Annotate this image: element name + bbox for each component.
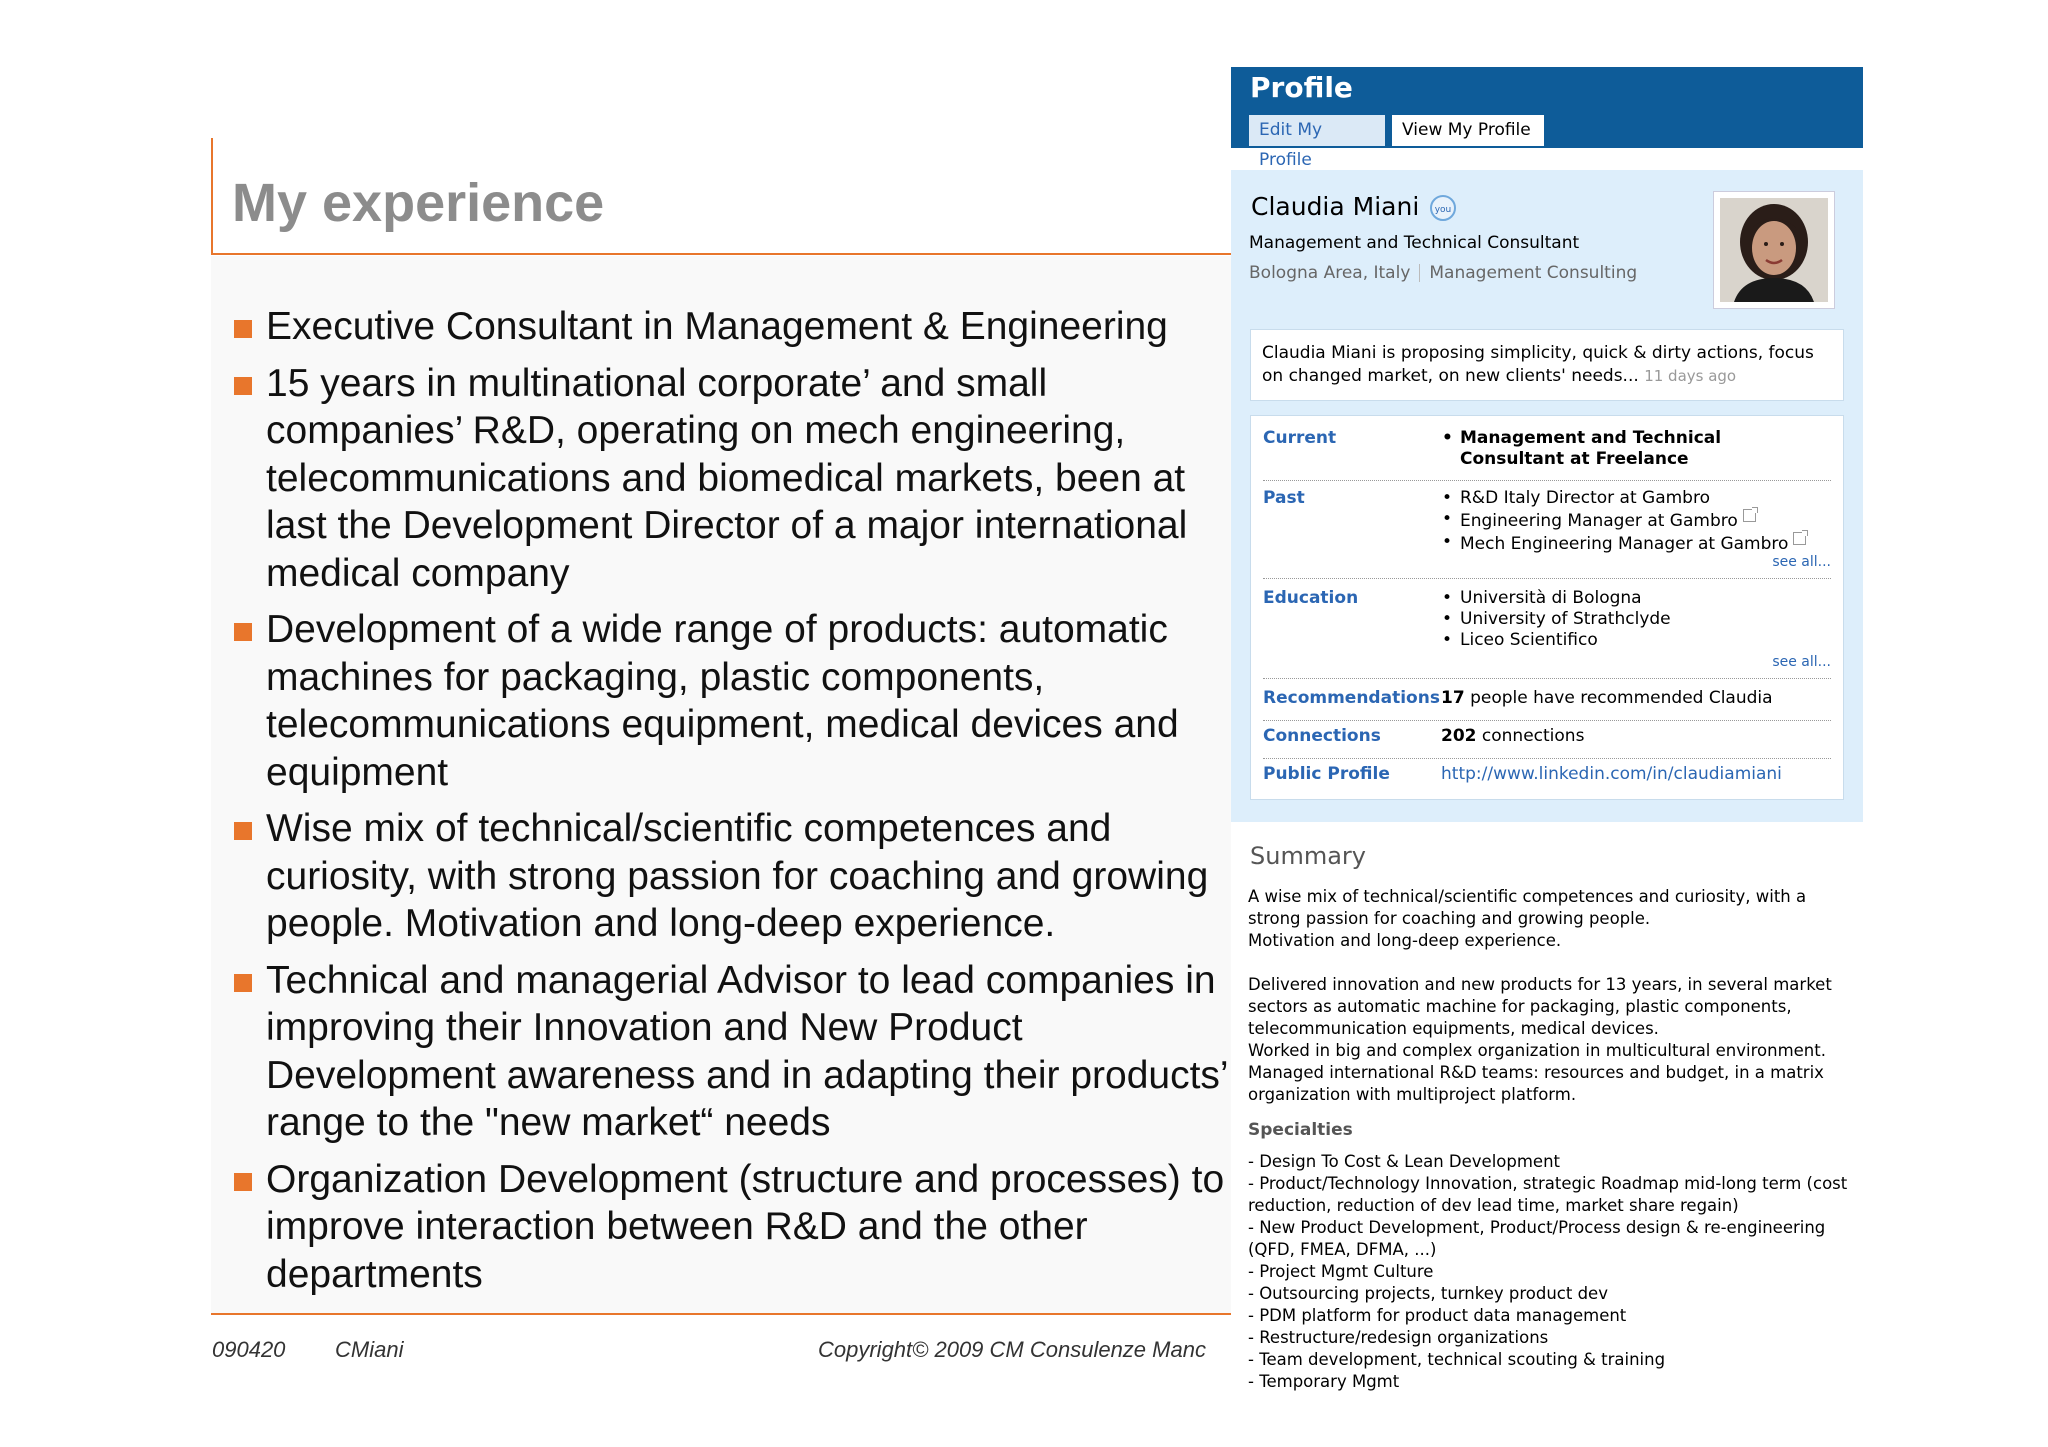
label-public-profile: Public Profile (1263, 764, 1390, 784)
profile-photo (1713, 191, 1835, 309)
education-list (1441, 588, 1671, 651)
profile-overview-table (1250, 415, 1844, 800)
label-past: Past (1263, 488, 1305, 508)
status-time-ago: 11 days ago (1644, 367, 1737, 385)
title-accent-horizontal-line (211, 253, 1231, 255)
row-recommendations (1263, 686, 1831, 721)
past-position-text: Mech Engineering Manager at Gambro (1460, 534, 1789, 554)
specialties-title: Specialties (1248, 1120, 1353, 1140)
experience-bullet-list (232, 303, 1242, 1307)
past-position-item[interactable] (1441, 488, 1806, 509)
tab-view-my-profile[interactable]: View My Profile (1392, 115, 1544, 146)
location-separator (1419, 264, 1420, 282)
linkedin-profile-screenshot (1231, 0, 2048, 1447)
profile-location[interactable]: Bologna Area, Italy (1249, 263, 1411, 283)
footer-date: 090420 (212, 1337, 286, 1362)
row-education (1263, 586, 1831, 679)
past-positions-list (1441, 488, 1806, 555)
profile-location-line (1249, 263, 1637, 283)
label-current: Current (1263, 428, 1337, 448)
past-see-all-link[interactable]: see all... (1772, 554, 1831, 570)
education-item[interactable]: • Liceo Scientifico (1441, 630, 1671, 651)
external-link-icon[interactable] (1793, 532, 1806, 545)
bullet-text: Wise mix of technical/scientific competences and curiosity, with strong passion for coaching and growing people. Motivation and long-deep experience. (266, 807, 1209, 945)
bullet-item (232, 805, 1242, 948)
summary-paragraph-1: A wise mix of technical/scientific competences and curiosity, with a strong passion for coaching and growing people. Motivation and long-deep experience. (1248, 887, 1807, 950)
education-item[interactable]: • University of Strathclyde (1441, 609, 1671, 630)
row-public-profile (1263, 762, 1831, 792)
profile-headline: Management and Technical Consultant (1249, 233, 1580, 253)
external-link-icon[interactable] (1743, 509, 1756, 522)
current-positions-list (1441, 428, 1731, 470)
bullet-item (232, 360, 1242, 598)
profile-photo-avatar-icon (1720, 198, 1828, 302)
footer-line (211, 1313, 1231, 1315)
recommendations-text: people have recommended Claudia (1470, 688, 1773, 708)
square-bullet-icon (234, 623, 252, 641)
bullet-text: Technical and managerial Advisor to lead companies in improving their Innovation and New Product Development awareness and in adapting their products’ range to the "new market“ needs (266, 958, 1228, 1144)
row-connections (1263, 724, 1831, 759)
footer-copyright: Copyright© 2009 CM Consulenze Manc (818, 1337, 1206, 1362)
status-update (1250, 329, 1844, 401)
bullet-item (232, 606, 1242, 796)
past-position-text: R&D Italy Director at Gambro (1460, 488, 1710, 508)
bullet-item (232, 957, 1242, 1147)
status-text: Claudia Miani is proposing simplicity, quick & dirty actions, focus on changed market, on new clients' needs... (1262, 343, 1814, 386)
footer-author: CMiani (335, 1337, 404, 1362)
square-bullet-icon (234, 822, 252, 840)
profile-industry[interactable]: Management Consulting (1429, 263, 1638, 283)
square-bullet-icon (234, 974, 252, 992)
slide-title: My experience (232, 173, 605, 233)
profile-name: Claudia Miani (1251, 192, 1420, 221)
square-bullet-icon (234, 320, 252, 338)
label-connections: Connections (1263, 726, 1381, 746)
specialties-list: - Design To Cost & Lean Development - Product/Technology Innovation, strategic Roadmap mid-long term (cost reduction, reduction of dev lead time, market share regain) - New Product Development, Product/Process design & re-engineering (QFD, FMEA, DFMA, ...) - Project Mgmt Culture - Outsourcing projects, turnkey product dev - PDM platform for product data management - Restructure/redesign organizations - Team development, technical scouting & training - Temporary Mgmt (1248, 1152, 1848, 1391)
past-position-item[interactable] (1441, 532, 1806, 555)
label-education: Education (1263, 588, 1359, 608)
recommendations-value[interactable] (1441, 688, 1773, 708)
current-position-item[interactable]: • Management and Technical Consultant at Freelance (1441, 428, 1731, 470)
bullet-item (232, 1156, 1242, 1299)
connections-text: connections (1481, 726, 1585, 746)
profile-card (1231, 170, 1863, 822)
tab-edit-my-profile[interactable]: Edit My Profile (1249, 115, 1385, 146)
public-profile-link[interactable]: http://www.linkedin.com/in/claudiamiani (1441, 764, 1782, 784)
education-item[interactable]: • Università di Bologna (1441, 588, 1671, 609)
row-current (1263, 426, 1831, 481)
education-see-all-link[interactable]: see all... (1772, 654, 1831, 670)
summary-title: Summary (1250, 842, 1366, 870)
past-position-text: Engineering Manager at Gambro (1460, 511, 1738, 531)
bullet-text: 15 years in multinational corporate’ and small companies’ R&D, operating on mech engineering, telecommunications and biomedical markets, been at last the Development Director of a major international medical company (266, 361, 1188, 595)
summary-paragraph-2: Delivered innovation and new products for 13 years, in several market sectors as automatic machine for packaging, plastic components, telecommunication equipments, medical devices. Worked in big and complex organization in multicultural environment. Managed international R&D teams: resources and budget, in a matrix organization with multiproject platform. (1248, 975, 1832, 1104)
profile-header-title: Profile (1250, 71, 1353, 104)
label-recommendations: Recommendations (1263, 688, 1440, 708)
bullet-item (232, 303, 1242, 351)
recommendations-count: 17 (1441, 688, 1465, 708)
past-position-item[interactable] (1441, 509, 1806, 532)
row-past (1263, 486, 1831, 579)
connections-value[interactable] (1441, 726, 1584, 746)
bullet-text: Organization Development (structure and processes) to improve interaction between R&D and the other departments (266, 1157, 1225, 1296)
connections-count: 202 (1441, 726, 1477, 746)
bullet-text: Development of a wide range of products: automatic machines for packaging, plastic components, telecommunications equipment, medical devices and equipment (266, 608, 1179, 794)
profile-header-bar (1231, 67, 1863, 170)
title-accent-vertical-line (211, 138, 213, 255)
bullet-text: Executive Consultant in Management & Engineering (266, 305, 1168, 348)
you-badge-icon: you (1430, 195, 1456, 221)
square-bullet-icon (234, 1173, 252, 1191)
square-bullet-icon (234, 377, 252, 395)
